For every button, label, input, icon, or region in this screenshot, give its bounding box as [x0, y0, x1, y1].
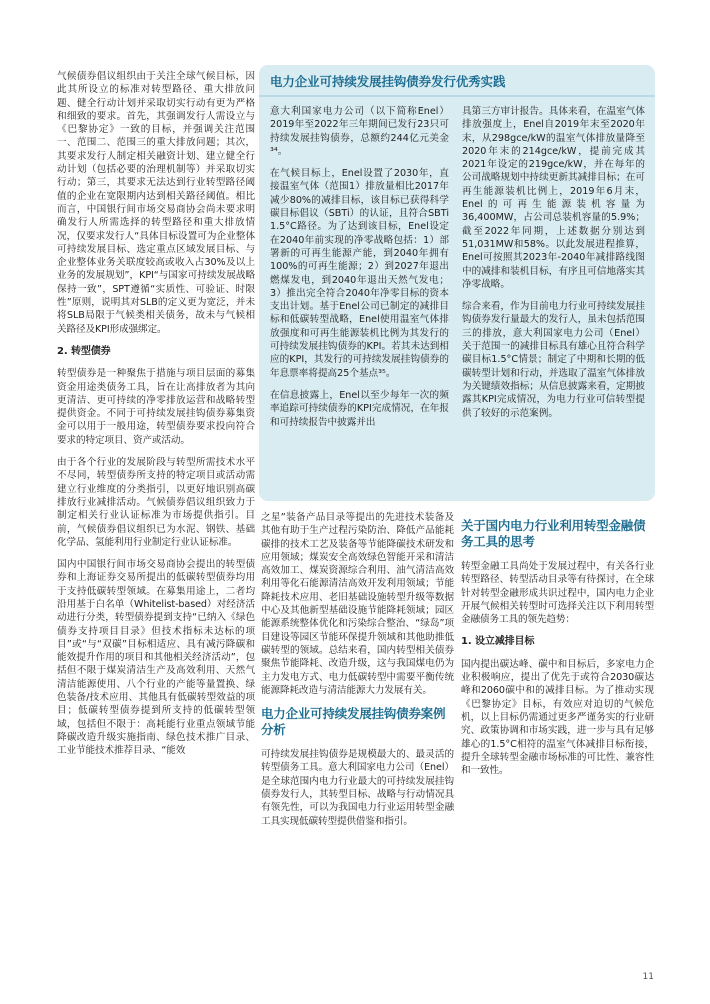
right-column [461, 518, 654, 786]
left-paragraph-4: 国内中国银行间市场交易商协会提出的转型债券和上海证券交易所提出的低碳转型债券均用于支持低碳转型领域。在募集用途上，二者均沿用基于白名单（Whitelist-based）对经济活动进行分类，转型债券提到支持“已纳入《绿色债券支持项目目录》但技术指标未达标的项目”或“与“双碳”目标相适应、具有减污降碳和能效提升作用的项目和其他相关经济活动”，包括但不限于煤炭清洁生产及高效利用、天然气清洁能源使用、八个行业的产能等量置换、绿色装备/技术应用、其他具有低碳转型效益的项目；低碳转型债券提到所支持的低碳转型领域，包括但不限于：高耗能行业重点领域节能降碳改造升级实施指南、绿色技术推广目录、工业节能技术推荐目录、“能效 [57, 559, 255, 757]
page-number: 11 [642, 972, 654, 982]
case-box-paragraph-5: 综合来看，作为目前电力行业可持续发展挂钩债券发行量最大的发行人，虽未包括范围三的排放，意大利国家电力公司（Enel）关于范围一的减排目标具有雄心且符合科学碳目标1.5°C情景；制定了中期和长期的低碳转型计划和行动，并选取了温室气体排放为关键绩效指标；从信息披露来看，定期披露其KPI完成情况，为电力行业可信转型提供了较好的示范案例。 [462, 301, 645, 419]
case-box-paragraph-1: 意大利国家电力公司（以下简称Enel）2019年至2022年三年期间已发行23只可持续发展挂钩债券，总额约244亿元美金³⁴。 [270, 106, 449, 157]
case-study-box [259, 65, 655, 501]
left-paragraph-2: 转型债券是一种聚焦于措施与项目层面的募集资金用途类债务工具，旨在让高排放者为其向更清洁、更可持续的净零排放运营和战略转型提供资金。不同于可持续发展挂钩债券募集资金可以用于一般用途，转型债券要求投向符合要求的特定项目、资产或活动。 [57, 368, 255, 446]
case-box-left-column [270, 105, 449, 438]
case-box-right-column [462, 105, 645, 429]
middle-column [261, 511, 454, 837]
case-box-divider [259, 95, 655, 97]
case-box-paragraph-4: 具第三方审计报告。具体来看，在温室气体排放强度上，Enel自2019年末至2020年末，从298gce/kW的温室气体排放量降至2020年末的214gce/kW，提前完成其2021年设定的219gce/kW，并在每年的公司战略规划中持续更新其减排目标；在可再生能源装机比例上，2019年6月末，Enel的可再生能源装机容量为36,400MW，占公司总装机容量的5.9%；截至2022年同期，上述数据分别达到51,031MW和58%。以此发展进程推算，Enel可按照其2023年-2040年减排路线图中的减排和装机目标，有序且可信地落实其净零战略。 [462, 106, 645, 290]
right-paragraph-2: 国内提出碳达峰、碳中和目标后，多家电力企业积极响应，提出了优先于或符合2030碳达峰和2060碳中和的减排目标。为了推动实现《巴黎协定》目标，有效应对迫切的气候危机，以上目标仍需通过更多严谨务实的行业研究、政策协调和市场实践，进一步与具有足够雄心的1.5°C相符的温室气体减排目标衔接，提升全球转型金融市场标准的可比性、兼容性和一致性。 [461, 658, 654, 777]
right-paragraph-1: 转型金融工具尚处于发展过程中，有关各行业转型路径、转型活动目录等有待探讨，在全球针对转型金融形成共识过程中，国内电力企业开展气候相关转型时可选择关注以下利用转型金融债务工具的领先趋势： [461, 561, 654, 626]
case-analysis-title: 电力企业可持续发展挂钩债券案例分析 [261, 706, 446, 738]
case-box-title: 电力企业可持续发展挂钩债券发行优秀实践 [270, 74, 506, 89]
left-column [57, 70, 255, 767]
middle-paragraph-2: 可持续发展挂钩债券是规模最大的、最灵活的转型债务工具。意大利国家电力公司（Enel）是全球范围内电力行业最大的可持续发展挂钩债券发行人，其转型目标、战略与行动情况具有领先性，可以为我国电力行业运用转型金融工具实现低碳转型提供借鉴和指引。 [261, 749, 454, 827]
case-box-paragraph-2: 在气候目标上，Enel设置了2030年，直接温室气体（范围1）排放量相比2017年减少80%的减排目标，该目标已获得科学碳目标倡议（SBTi）的认证，且符合SBTi 1.5°C路径。为了达到该目标，Enel设定在2040年前实现的净零战略包括：1）部署新的可再生能源产能，到2040年拥有100%的可再生能源；2）到2027年退出燃煤发电，到2040年退出天然气发电；3）推出完全符合2040年净零目标的资本支出计划。基于Enel公司已制定的减排目标和低碳转型战略，Enel使用温室气体排放强度和可再生能源装机比例为其发行的可持续发展挂钩债券的KPI。若其未达到相应的KPI，其发行的可持续发展挂钩债券的年息票率将提高25个基点³⁵。 [270, 168, 449, 379]
middle-paragraph-1: 之星”装备产品目录等提出的先进技术装备及其他有助于生产过程污染防治、降低产品能耗碳排的技术工艺及装备等节能降碳技术研发和应用领域；煤炭安全高效绿色智能开采和清洁高效加工、煤炭资源综合利用、油气清洁高效利用等化石能源清洁高效开发利用领域；节能降耗技术应用、老旧基础设施转型升级等数据中心及其他新型基础设施节能降耗领域；园区能源系统整体优化和污染综合整治、“绿岛”项目建设等园区节能环保提升领域和其他助推低碳转型的领域。总结来看，国内转型相关债券聚焦节能降耗、改造升级，这与我国煤电仍为主力发电方式、电力低碳转型中需要平衡传统能源降耗改造与清洁能源大力发展有关。 [261, 512, 454, 696]
left-paragraph-3: 由于各个行业的发展阶段与转型所需技术水平不尽同，转型债券所支持的特定项目或活动需建立行业维度的分类指引，以更好地识别高碳排放行业减排活动。气候债券倡议组织致力于制定相关行业认证标准为市场提供指引。目前，气候债券倡议组织已为水泥、钢铁、基础化学品、氢能利用行业制定行业认证标准。 [57, 457, 255, 548]
left-paragraph-1: 气候债券倡议组织由于关注全球气候目标，因此其所设立的标准对转型路径、重大排放问题、健全行动计划并采取切实行动有更为严格和细致的要求。首先，其强调发行人需设立与《巴黎协定》一致的目标，并强调关注范围一、范围二、范围三的重大排放问题；其次，其要求发行人制定相关融资计划、建立健全行动计划（包括必要的治理机制等）并采取切实行动；第三，其要求无法达到行业转型路径阈值的企业在宽限期内达到相关路径阈值。相比而言，中国银行间市场交易商协会尚未要求明确发行人所需选择的转型路径和重大排放情况，仅要求发行人“具体目标设置可为企业整体可持续发展目标、选定重点区域发展目标、与企业整体业务关联度较高或收入占30%及以上业务的发展规划”，KPI“与国家可持续发展战略保持一致”，SPT遵循“实质性、可验证、时限性”原则，说明其对SLB的定义更为宽泛，并未将SLB局限于气候类相关债务，故未与气候相关路径及KPI形成强绑定。 [57, 71, 255, 335]
transition-bonds-heading: 2. 转型债券 [57, 345, 111, 357]
domestic-thoughts-title: 关于国内电力行业利用转型金融债务工具的思考 [461, 518, 646, 549]
set-targets-heading: 1. 设立减排目标 [461, 636, 535, 648]
case-box-paragraph-3: 在信息披露上，Enel以至少每年一次的频率追踪可持续债券的KPI完成情况，在年报和可持续报告中披露并出 [270, 389, 449, 428]
